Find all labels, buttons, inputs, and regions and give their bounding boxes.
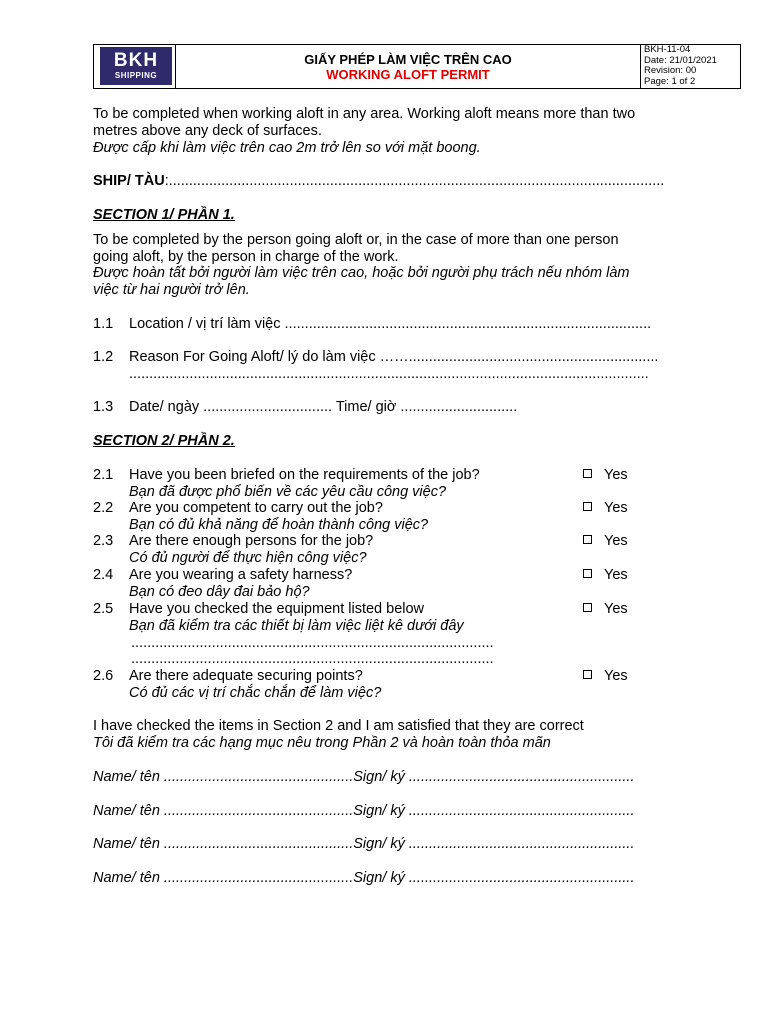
yes-label: Yes [604, 533, 628, 549]
item-2-5-question: Have you checked the equipment listed below [129, 601, 425, 617]
section-1-heading: SECTION 1/ PHẦN 1. [93, 207, 235, 223]
section-1-line-3-vi: Được hoàn tất bởi người làm việc trên cao, hoặc bởi người phụ trách nếu nhóm làm [93, 265, 630, 281]
signature-line-1: Name/ tên ...............................................Sign/ ký ........................................................ [93, 769, 635, 785]
item-2-6-number: 2.6 [93, 668, 114, 684]
item-2-2-number: 2.2 [93, 500, 114, 516]
yes-label: Yes [604, 668, 628, 684]
item-2-4-question: Are you wearing a safety harness? [129, 567, 353, 583]
document-header [93, 44, 741, 89]
item-2-5-number: 2.5 [93, 601, 114, 617]
ship-field [93, 173, 664, 190]
company-logo [100, 47, 172, 85]
logo-text: BKH [113, 50, 159, 71]
item-1-3-number: 1.3 [93, 399, 114, 415]
item-1-2-number: 1.2 [93, 349, 114, 365]
section-1-line-2: going aloft, by the person in charge of the work. [93, 249, 399, 265]
item-2-2-yes[interactable] [583, 500, 628, 517]
section-1-line-4-vi: việc từ hai người trở lên. [93, 282, 250, 298]
document-meta [641, 45, 743, 88]
item-2-1-number: 2.1 [93, 467, 114, 483]
item-2-1-question-vi: Bạn đã được phổ biến về các yêu cầu công việc? [129, 484, 447, 500]
doc-revision: Revision: 00 [644, 65, 697, 76]
equipment-dots-line-1: .......................................................................................... [131, 635, 494, 651]
doc-date: Date: 21/01/2021 [644, 54, 717, 66]
item-2-6-question-vi: Có đủ các vị trí chắc chắn để làm việc? [129, 685, 382, 701]
signature-line-2: Name/ tên ...............................................Sign/ ký ........................................................ [93, 803, 635, 819]
confirmation-line-vi: Tôi đã kiểm tra các hạng mục nêu trong Phần 2 và hoàn toàn thỏa mãn [93, 735, 551, 751]
reason-field: Reason For Going Aloft/ lý do làm việc …….............................................................. [129, 349, 659, 365]
equipment-dots-line-2: .......................................................................................... [131, 651, 494, 667]
item-2-5-yes[interactable] [583, 601, 628, 618]
item-2-2-question-vi: Bạn có đủ khả năng để hoàn thành công việc? [129, 517, 429, 533]
yes-label: Yes [604, 500, 628, 516]
doc-page: Page: 1 of 2 [644, 75, 696, 87]
ship-dots: :........................................................................................................................... [164, 173, 665, 189]
item-2-1-question: Have you been briefed on the requirements of the job? [129, 467, 480, 483]
intro-line-1: To be completed when working aloft in any area. Working aloft means more than two [93, 106, 636, 122]
signature-line-4: Name/ tên ...............................................Sign/ ký ........................................................ [93, 870, 635, 886]
checkbox-icon[interactable] [583, 603, 592, 612]
item-2-3-question-vi: Có đủ người để thực hiện công việc? [129, 550, 367, 566]
checkbox-icon[interactable] [583, 469, 592, 478]
title-cell [176, 45, 641, 88]
checkbox-icon[interactable] [583, 535, 592, 544]
title-english: WORKING ALOFT PERMIT [326, 67, 490, 82]
item-2-2-question: Are you competent to carry out the job? [129, 500, 383, 516]
item-2-3-number: 2.3 [93, 533, 114, 549]
item-2-3-question: Are there enough persons for the job? [129, 533, 374, 549]
logo-cell [94, 45, 176, 88]
reason-field-line-2: ................................................................................................................................. [129, 366, 649, 382]
checkbox-icon[interactable] [583, 502, 592, 511]
title-vietnamese: GIẤY PHÉP LÀM VIỆC TRÊN CAO [304, 52, 512, 67]
item-1-1-number: 1.1 [93, 316, 114, 332]
confirmation-line: I have checked the items in Section 2 and I am satisfied that they are correct [93, 718, 584, 734]
section-2-heading: SECTION 2/ PHẦN 2. [93, 433, 235, 449]
date-time-field: Date/ ngày ................................ Time/ giờ ............................. [129, 399, 518, 415]
item-2-1-yes[interactable] [583, 467, 628, 484]
ship-label: SHIP/ TÀU [93, 173, 165, 189]
item-2-4-yes[interactable] [583, 567, 628, 584]
section-1-line-1: To be completed by the person going aloft or, in the case of more than one person [93, 232, 619, 248]
yes-label: Yes [604, 467, 628, 483]
signature-line-3: Name/ tên ...............................................Sign/ ký ........................................................ [93, 836, 635, 852]
item-2-6-yes[interactable] [583, 668, 628, 685]
intro-line-3-vi: Được cấp khi làm việc trên cao 2m trở lên so với mặt boong. [93, 140, 481, 156]
yes-label: Yes [604, 601, 628, 617]
logo-subtext: SHIPPING [114, 71, 158, 80]
yes-label: Yes [604, 567, 628, 583]
item-2-6-question: Are there adequate securing points? [129, 668, 363, 684]
item-2-4-number: 2.4 [93, 567, 114, 583]
item-2-5-question-vi: Bạn đã kiểm tra các thiết bị làm việc liệt kê dưới đây [129, 618, 464, 634]
doc-code: BKH-11-04 [644, 44, 691, 55]
checkbox-icon[interactable] [583, 569, 592, 578]
intro-line-2: metres above any deck of surfaces. [93, 123, 322, 139]
checkbox-icon[interactable] [583, 670, 592, 679]
item-2-3-yes[interactable] [583, 533, 628, 550]
location-field: Location / vị trí làm việc ........................................................................................... [129, 316, 652, 332]
item-2-4-question-vi: Bạn có đeo dây đai bảo hộ? [129, 584, 310, 600]
